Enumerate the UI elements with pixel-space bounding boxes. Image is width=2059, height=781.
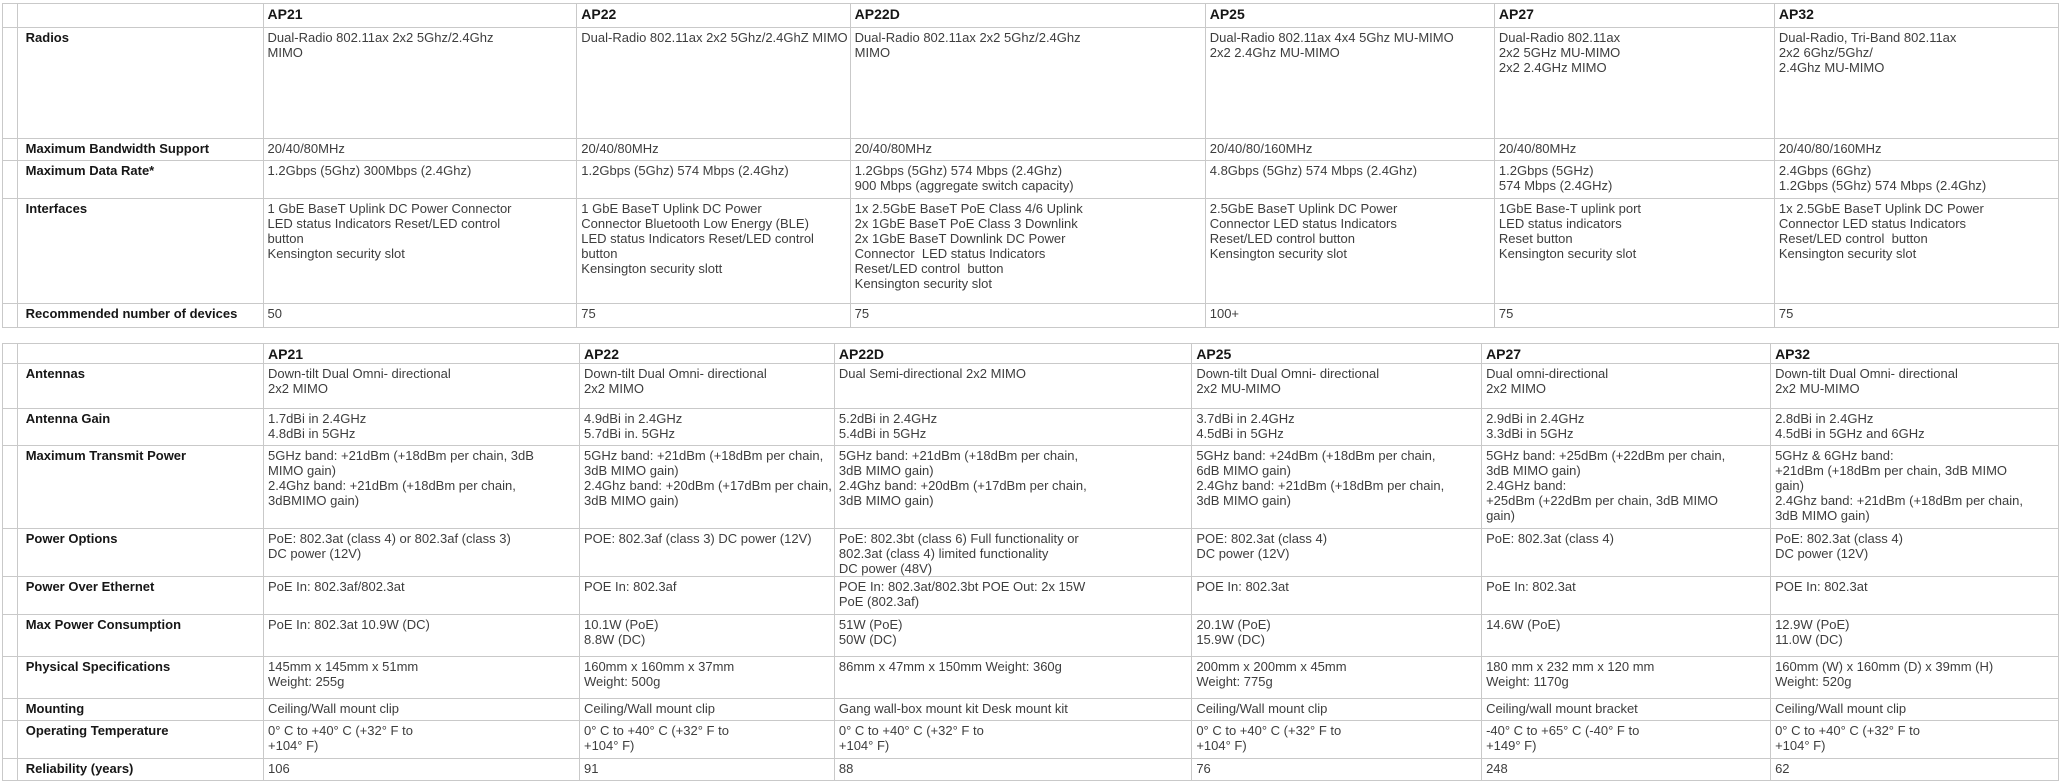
spec-row (3, 615, 2059, 657)
spec-value-cell: PoE: 802.3at (class 4) (1482, 529, 1771, 577)
spec-value-cell: 1.2Gbps (5Ghz) 574 Mbps (2.4Ghz) 900 Mbps (aggregate switch capacity) (850, 161, 1205, 199)
spec-value-cell: PoE In: 802.3at 10.9W (DC) (264, 615, 580, 657)
left-margin-cell (3, 199, 18, 304)
product-header-row (3, 4, 2059, 28)
spec-value-cell: Down-tilt Dual Omni- directional 2x2 MU-MIMO (1192, 364, 1482, 409)
spec-value-cell: 75 (577, 304, 850, 328)
spec-value-cell: POE In: 802.3af (579, 577, 834, 615)
product-column-header: AP21 (263, 4, 577, 28)
spec-row-label: Maximum Transmit Power (17, 446, 263, 529)
spec-value-cell: 5GHz band: +21dBm (+18dBm per chain, 3dB MIMO gain) 2.4Ghz band: +20dBm (+17dBm per chain, 3dB MIMO gain) (579, 446, 834, 529)
spec-row (3, 529, 2059, 577)
spec-value-cell: 0° C to +40° C (+32° F to +104° F) (834, 721, 1191, 759)
spec-row-label: Max Power Consumption (17, 615, 263, 657)
spec-value-cell: 75 (1774, 304, 2058, 328)
spec-value-cell: 2.4Gbps (6Ghz) 1.2Gbps (5Ghz) 574 Mbps (2.4Ghz) (1774, 161, 2058, 199)
spec-value-cell: Dual-Radio, Tri-Band 802.11ax 2x2 6Ghz/5Ghz/ 2.4Ghz MU-MIMO (1774, 28, 2058, 139)
spec-value-cell: Dual-Radio 802.11ax 2x2 5Ghz/2.4Ghz MIMO (263, 28, 577, 139)
spec-value-cell: POE: 802.3at (class 4) DC power (12V) (1192, 529, 1482, 577)
product-column-header: AP22 (579, 344, 834, 364)
spec-row (3, 657, 2059, 699)
spec-value-cell: Down-tilt Dual Omni- directional 2x2 MIMO (579, 364, 834, 409)
spec-value-cell: 1.2Gbps (5GHz) 574 Mbps (2.4GHz) (1494, 161, 1774, 199)
spec-value-cell: 20/40/80MHz (1494, 139, 1774, 161)
spec-value-cell: 4.8Gbps (5Ghz) 574 Mbps (2.4Ghz) (1205, 161, 1494, 199)
spec-value-cell: 1.2Gbps (5Ghz) 300Mbps (2.4Ghz) (263, 161, 577, 199)
product-column-header: AP27 (1494, 4, 1774, 28)
left-margin-cell (3, 139, 18, 161)
spec-row-label: Antenna Gain (17, 409, 263, 446)
spec-value-cell: 20/40/80/160MHz (1774, 139, 2058, 161)
spec-row-label: Reliability (years) (17, 759, 263, 781)
left-margin-cell (3, 615, 18, 657)
spec-value-cell: POE In: 802.3at (1771, 577, 2059, 615)
spec-value-cell: 2.8dBi in 2.4GHz 4.5dBi in 5GHz and 6GHz (1771, 409, 2059, 446)
spec-row-label: Maximum Data Rate* (17, 161, 263, 199)
spec-value-cell: 12.9W (PoE) 11.0W (DC) (1771, 615, 2059, 657)
spec-row (3, 759, 2059, 781)
spec-value-cell: 1.2Gbps (5Ghz) 574 Mbps (2.4Ghz) (577, 161, 850, 199)
spec-value-cell: 1.7dBi in 2.4GHz 4.8dBi in 5GHz (264, 409, 580, 446)
left-margin-cell (3, 699, 18, 721)
spec-value-cell: Dual-Radio 802.11ax 2x2 5GHz MU-MIMO 2x2 2.4GHz MIMO (1494, 28, 1774, 139)
left-margin-cell (3, 344, 18, 364)
spec-row-label: Radios (17, 28, 263, 139)
product-column-header: AP22D (834, 344, 1191, 364)
left-margin-cell (3, 409, 18, 446)
left-margin-cell (3, 4, 18, 28)
spec-value-cell: 1x 2.5GbE BaseT PoE Class 4/6 Uplink 2x 1GbE BaseT PoE Class 3 Downlink 2x 1GbE BaseT Downlink DC Power Connector LED status Indicators Reset/LED control button Kensington security slot (850, 199, 1205, 304)
product-column-header: AP22D (850, 4, 1205, 28)
spec-value-cell: 160mm (W) x 160mm (D) x 39mm (H) Weight: 520g (1771, 657, 2059, 699)
left-margin-cell (3, 577, 18, 615)
spec-row (3, 699, 2059, 721)
spec-value-cell: 91 (579, 759, 834, 781)
general-specs-table (2, 3, 2059, 328)
spec-value-cell: 20/40/80MHz (263, 139, 577, 161)
left-margin-cell (3, 529, 18, 577)
spec-value-cell: Down-tilt Dual Omni- directional 2x2 MU-MIMO (1771, 364, 2059, 409)
spec-row (3, 139, 2059, 161)
spec-value-cell: PoE In: 802.3at (1482, 577, 1771, 615)
spec-value-cell: PoE In: 802.3af/802.3at (264, 577, 580, 615)
left-margin-cell (3, 28, 18, 139)
spec-row (3, 721, 2059, 759)
spec-row (3, 304, 2059, 328)
spec-value-cell: 160mm x 160mm x 37mm Weight: 500g (579, 657, 834, 699)
spec-value-cell: 5GHz & 6GHz band: +21dBm (+18dBm per chain, 3dB MIMO gain) 2.4Ghz band: +21dBm (+18dBm per chain, 3dB MIMO gain) (1771, 446, 2059, 529)
corner-cell (17, 4, 263, 28)
spec-value-cell: 1x 2.5GbE BaseT Uplink DC Power Connector LED status Indicators Reset/LED control button Kensington security slot (1774, 199, 2058, 304)
spec-value-cell: 248 (1482, 759, 1771, 781)
spec-value-cell: Ceiling/Wall mount clip (264, 699, 580, 721)
spec-value-cell: 20/40/80/160MHz (1205, 139, 1494, 161)
spec-value-cell: 20/40/80MHz (577, 139, 850, 161)
spec-value-cell: Dual-Radio 802.11ax 2x2 5Ghz/2.4GhZ MIMO (577, 28, 850, 139)
spec-row-label: Antennas (17, 364, 263, 409)
spec-value-cell: Ceiling/wall mount bracket (1482, 699, 1771, 721)
spec-value-cell: Dual Semi-directional 2x2 MIMO (834, 364, 1191, 409)
spec-value-cell: 1GbE Base-T uplink port LED status indicators Reset button Kensington security slot (1494, 199, 1774, 304)
spec-value-cell: PoE: 802.3bt (class 6) Full functionality or 802.3at (class 4) limited functionality DC power (48V) (834, 529, 1191, 577)
spec-value-cell: PoE: 802.3at (class 4) DC power (12V) (1771, 529, 2059, 577)
spec-value-cell: 75 (850, 304, 1205, 328)
spec-row-label: Maximum Bandwidth Support (17, 139, 263, 161)
spec-value-cell: 145mm x 145mm x 51mm Weight: 255g (264, 657, 580, 699)
spec-value-cell: 5.2dBi in 2.4GHz 5.4dBi in 5GHz (834, 409, 1191, 446)
left-margin-cell (3, 721, 18, 759)
spec-value-cell: 2.5GbE BaseT Uplink DC Power Connector LED status Indicators Reset/LED control button Kensington security slot (1205, 199, 1494, 304)
spec-value-cell: 14.6W (PoE) (1482, 615, 1771, 657)
left-margin-cell (3, 446, 18, 529)
spec-row-label: Physical Specifications (17, 657, 263, 699)
spec-value-cell: 0° C to +40° C (+32° F to +104° F) (264, 721, 580, 759)
spec-value-cell: 180 mm x 232 mm x 120 mm Weight: 1170g (1482, 657, 1771, 699)
left-margin-cell (3, 657, 18, 699)
spec-value-cell: Ceiling/Wall mount clip (1771, 699, 2059, 721)
spec-value-cell: POE: 802.3af (class 3) DC power (12V) (579, 529, 834, 577)
spec-value-cell: 1 GbE BaseT Uplink DC Power Connector LED status Indicators Reset/LED control button Kensington security slot (263, 199, 577, 304)
spec-value-cell: 5GHz band: +21dBm (+18dBm per chain, 3dB MIMO gain) 2.4Ghz band: +21dBm (+18dBm per chain, 3dBMIMO gain) (264, 446, 580, 529)
spec-value-cell: 51W (PoE) 50W (DC) (834, 615, 1191, 657)
spec-row-label: Interfaces (17, 199, 263, 304)
spec-value-cell: 5GHz band: +25dBm (+22dBm per chain, 3dB MIMO gain) 2.4GHz band: +25dBm (+22dBm per chain, 3dB MIMO gain) (1482, 446, 1771, 529)
spec-value-cell: Dual-Radio 802.11ax 4x4 5Ghz MU-MIMO 2x2 2.4Ghz MU-MIMO (1205, 28, 1494, 139)
left-margin-cell (3, 364, 18, 409)
spec-value-cell: Ceiling/Wall mount clip (579, 699, 834, 721)
spec-row (3, 199, 2059, 304)
spec-value-cell: 62 (1771, 759, 2059, 781)
spec-value-cell: 3.7dBi in 2.4GHz 4.5dBi in 5GHz (1192, 409, 1482, 446)
spec-value-cell: Down-tilt Dual Omni- directional 2x2 MIMO (264, 364, 580, 409)
spec-value-cell: 200mm x 200mm x 45mm Weight: 775g (1192, 657, 1482, 699)
spec-value-cell: PoE: 802.3at (class 4) or 802.3af (class 3) DC power (12V) (264, 529, 580, 577)
spec-value-cell: Dual omni-directional 2x2 MIMO (1482, 364, 1771, 409)
product-column-header: AP25 (1205, 4, 1494, 28)
spec-value-cell: 5GHz band: +24dBm (+18dBm per chain, 6dB MIMO gain) 2.4Ghz band: +21dBm (+18dBm per chain, 3dB MIMO gain) (1192, 446, 1482, 529)
spec-row-label: Mounting (17, 699, 263, 721)
spec-row-label: Recommended number of devices (17, 304, 263, 328)
spec-row-label: Power Over Ethernet (17, 577, 263, 615)
spec-value-cell: 100+ (1205, 304, 1494, 328)
spec-value-cell: 106 (264, 759, 580, 781)
spec-value-cell: Ceiling/Wall mount clip (1192, 699, 1482, 721)
product-column-header: AP22 (577, 4, 850, 28)
spec-row-label: Power Options (17, 529, 263, 577)
spec-row (3, 446, 2059, 529)
product-header-row (3, 344, 2059, 364)
spec-row (3, 28, 2059, 139)
spec-row-label: Operating Temperature (17, 721, 263, 759)
corner-cell (17, 344, 263, 364)
spec-value-cell: 20/40/80MHz (850, 139, 1205, 161)
spec-value-cell: POE In: 802.3at/802.3bt POE Out: 2x 15W PoE (802.3af) (834, 577, 1191, 615)
product-column-header: AP27 (1482, 344, 1771, 364)
spec-row (3, 577, 2059, 615)
spec-value-cell: Gang wall-box mount kit Desk mount kit (834, 699, 1191, 721)
product-column-header: AP21 (264, 344, 580, 364)
spec-value-cell: 75 (1494, 304, 1774, 328)
spec-value-cell: 86mm x 47mm x 150mm Weight: 360g (834, 657, 1191, 699)
spec-row (3, 364, 2059, 409)
spec-value-cell: 1 GbE BaseT Uplink DC Power Connector Bluetooth Low Energy (BLE) LED status Indicators Reset/LED control button Kensington security slott (577, 199, 850, 304)
left-margin-cell (3, 759, 18, 781)
spec-value-cell: 0° C to +40° C (+32° F to +104° F) (1192, 721, 1482, 759)
spec-value-cell: 5GHz band: +21dBm (+18dBm per chain, 3dB MIMO gain) 2.4Ghz band: +20dBm (+17dBm per chain, 3dB MIMO gain) (834, 446, 1191, 529)
spec-value-cell: 50 (263, 304, 577, 328)
spec-value-cell: 0° C to +40° C (+32° F to +104° F) (1771, 721, 2059, 759)
product-column-header: AP25 (1192, 344, 1482, 364)
rf-physical-specs-table (2, 343, 2059, 781)
spec-value-cell: 10.1W (PoE) 8.8W (DC) (579, 615, 834, 657)
spec-value-cell: 0° C to +40° C (+32° F to +104° F) (579, 721, 834, 759)
spec-value-cell: Dual-Radio 802.11ax 2x2 5Ghz/2.4Ghz MIMO (850, 28, 1205, 139)
spec-value-cell: -40° C to +65° C (-40° F to +149° F) (1482, 721, 1771, 759)
spec-value-cell: 4.9dBi in 2.4GHz 5.7dBi in. 5GHz (579, 409, 834, 446)
left-margin-cell (3, 304, 18, 328)
left-margin-cell (3, 161, 18, 199)
spec-value-cell: 76 (1192, 759, 1482, 781)
product-column-header: AP32 (1774, 4, 2058, 28)
spec-row (3, 161, 2059, 199)
product-column-header: AP32 (1771, 344, 2059, 364)
spec-value-cell: 2.9dBi in 2.4GHz 3.3dBi in 5GHz (1482, 409, 1771, 446)
spec-value-cell: 20.1W (PoE) 15.9W (DC) (1192, 615, 1482, 657)
spec-value-cell: POE In: 802.3at (1192, 577, 1482, 615)
spec-row (3, 409, 2059, 446)
spec-value-cell: 88 (834, 759, 1191, 781)
